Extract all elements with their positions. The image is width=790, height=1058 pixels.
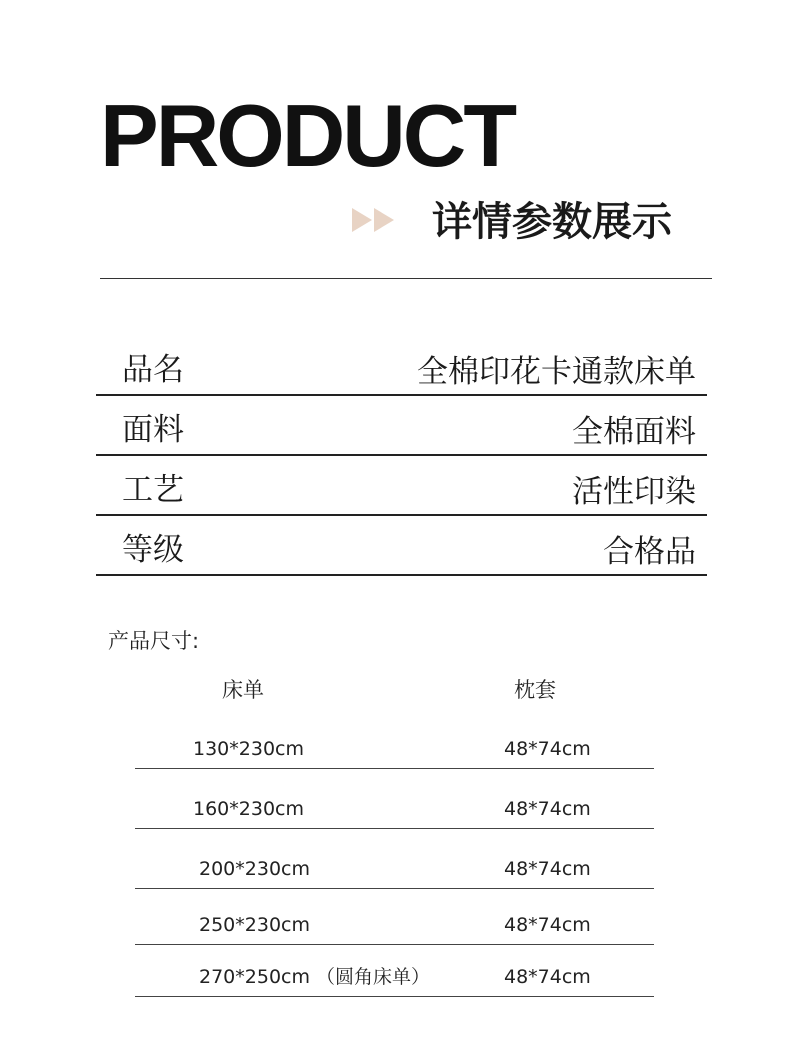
size-row — [135, 714, 654, 769]
spec-row-grade — [96, 514, 707, 576]
double-arrow-icon — [352, 208, 398, 232]
spec-label: 等级 — [122, 532, 184, 568]
pillowcase-size-cell: 48*74cm — [504, 798, 591, 820]
spec-value: 全棉面料 — [572, 414, 696, 450]
size-section-title: 产品尺寸: — [108, 629, 200, 653]
spec-value: 全棉印花卡通款床单 — [417, 354, 696, 390]
size-row — [135, 890, 654, 945]
spec-row-fabric — [96, 394, 707, 456]
pillowcase-size-cell: 48*74cm — [504, 858, 591, 880]
sheet-size-cell: 250*230cm — [199, 914, 310, 936]
spec-value: 合格品 — [603, 534, 696, 570]
arrow-right-shape — [374, 208, 394, 232]
sheet-size-cell: 200*230cm — [199, 858, 310, 880]
pillowcase-size-cell: 48*74cm — [504, 966, 591, 988]
spec-value: 活性印染 — [572, 474, 696, 510]
spec-label: 品名 — [122, 352, 184, 388]
size-row — [135, 774, 654, 829]
column-header-sheet: 床单 — [222, 678, 264, 702]
spec-label: 工艺 — [122, 472, 184, 508]
divider — [100, 278, 712, 279]
arrow-left-shape — [352, 208, 372, 232]
pillowcase-size-cell: 48*74cm — [504, 914, 591, 936]
detail-params-heading: 详情参数展示 — [432, 199, 672, 245]
spec-row-name — [96, 334, 707, 396]
spec-row-craft — [96, 454, 707, 516]
spec-label: 面料 — [122, 412, 184, 448]
pillowcase-size-cell: 48*74cm — [504, 738, 591, 760]
product-heading: PRODUCT — [100, 86, 515, 185]
sheet-size-cell: 160*230cm — [193, 798, 304, 820]
size-row — [135, 834, 654, 889]
sheet-size-cell: 130*230cm — [193, 738, 304, 760]
size-row — [135, 942, 654, 997]
sheet-size-cell: 270*250cm （圆角床单） — [199, 966, 431, 988]
column-header-pillowcase: 枕套 — [514, 678, 556, 702]
